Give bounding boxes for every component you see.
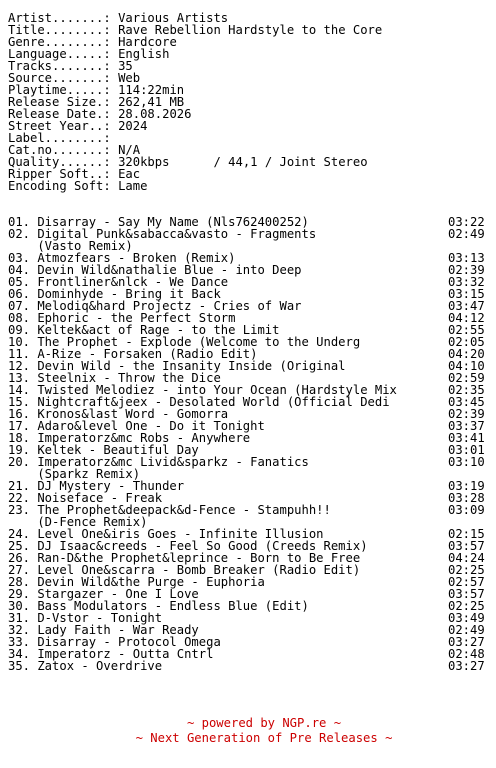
track-title: 31. D-Vstor - Tonight [8, 611, 163, 625]
track-title: 04. Devin Wild&nathalie Blue - into Deep [8, 263, 302, 277]
powered-by-text: ~ powered by NGP.re ~ [186, 716, 342, 730]
track-duration: 03:41 [448, 431, 485, 445]
info-value: Eac [118, 167, 141, 181]
track-duration: 02:48 [448, 647, 485, 661]
track-duration: 03:32 [448, 275, 485, 289]
track-duration: 02:49 [448, 227, 485, 241]
track-duration: 02:25 [448, 599, 485, 613]
info-value: Web [118, 71, 141, 85]
track-title: 07. Melodiq&hard Projectz - Cries of War [8, 299, 302, 313]
track-title: 08. Ephoric - the Perfect Storm [8, 311, 236, 325]
track-duration: 03:19 [448, 479, 485, 493]
info-label: Genre........: [8, 35, 111, 49]
info-label: Street Year..: [8, 119, 111, 133]
info-label: Artist.......: [8, 11, 111, 25]
info-label: Label........: [8, 131, 111, 145]
track-title: 16. Kronos&last Word - Gomorra [8, 407, 229, 421]
track-title: 14. Twisted Melodiez - into Your Ocean (Hardstyle Mix [8, 383, 397, 397]
info-value: 35 [118, 59, 133, 73]
info-label: Ripper Soft..: [8, 167, 111, 181]
track-title: 18. Imperatorz&mc Robs - Anywhere [8, 431, 251, 445]
info-value: Various Artists [118, 11, 229, 25]
track-duration: 03:28 [448, 491, 485, 505]
info-label: Playtime.....: [8, 83, 111, 97]
track-title-continuation: (Sparkz Remix) [8, 467, 141, 481]
info-value: N/A [118, 143, 141, 157]
track-duration: 03:57 [448, 587, 485, 601]
track-duration: 03:15 [448, 287, 485, 301]
track-duration: 03:13 [448, 251, 485, 265]
track-title: 19. Keltek - Beautiful Day [8, 443, 199, 457]
track-duration: 03:27 [448, 635, 485, 649]
track-duration: 03:09 [448, 503, 485, 517]
track-duration: 03:10 [448, 455, 485, 469]
info-value: 262,41 MB [118, 95, 185, 109]
info-row [8, 180, 147, 192]
track-duration: 02:35 [448, 383, 485, 397]
track-duration: 03:27 [448, 659, 485, 673]
track-title: 01. Disarray - Say My Name (Nls762400252) [8, 215, 309, 229]
info-label: Release Size.: [8, 95, 111, 109]
track-duration: 03:49 [448, 611, 485, 625]
track-title: 11. A-Rize - Forsaken (Radio Edit) [8, 347, 258, 361]
track-duration: 03:01 [448, 443, 485, 457]
info-label: Cat.no.......: [8, 143, 111, 157]
track-title: 06. Dominhyde - Bring it Back [8, 287, 221, 301]
track-title: 26. Ran-D&the Prophet&leprince - Born to Be Free [8, 551, 361, 565]
tagline-text: ~ Next Generation of Pre Releases ~ [135, 731, 393, 745]
track-duration: 02:59 [448, 371, 485, 385]
info-label: Title........: [8, 23, 111, 37]
track-duration: 03:47 [448, 299, 485, 313]
track-title: 32. Lady Faith - War Ready [8, 623, 199, 637]
track-title: 05. Frontliner&nlck - We Dance [8, 275, 229, 289]
track-title: 25. DJ Isaac&creeds - Feel So Good (Creeds Remix) [8, 539, 368, 553]
track-duration: 02:15 [448, 527, 485, 541]
track-title: 34. Imperatorz - Outta Cntrl [8, 647, 214, 661]
track-title: 30. Bass Modulators - Endless Blue (Edit) [8, 599, 309, 613]
info-value: 2024 [118, 119, 148, 133]
track-title: 17. Adaro&level One - Do it Tonight [8, 419, 265, 433]
track-duration: 02:39 [448, 263, 485, 277]
track-title: 12. Devin Wild - the Insanity Inside (Original [8, 359, 346, 373]
track-title: 29. Stargazer - One I Love [8, 587, 199, 601]
track-title: 21. DJ Mystery - Thunder [8, 479, 185, 493]
info-label: Encoding Soft: [8, 179, 111, 193]
track-duration: 03:37 [448, 419, 485, 433]
info-value: Hardcore [118, 35, 177, 49]
info-label: Release Date.: [8, 107, 111, 121]
track-title-continuation: (D-Fence Remix) [8, 515, 148, 529]
info-value: Rave Rebellion Hardstyle to the Core [118, 23, 383, 37]
info-value: English [118, 47, 170, 61]
info-label: Source.......: [8, 71, 111, 85]
track-duration: 03:57 [448, 539, 485, 553]
track-title: 10. The Prophet - Explode (Welcome to the Underg [8, 335, 361, 349]
info-label: Quality......: [8, 155, 111, 169]
track-duration: 02:55 [448, 323, 485, 337]
track-title: 03. Atmozfears - Broken (Remix) [8, 251, 236, 265]
track-duration: 03:45 [448, 395, 485, 409]
track-duration: 03:22 [448, 215, 485, 229]
track-title: 28. Devin Wild&the Purge - Euphoria [8, 575, 265, 589]
track-title: 20. Imperatorz&mc Livid&sparkz - Fanatics [8, 455, 309, 469]
track-title: 24. Level One&iris Goes - Infinite Illusion [8, 527, 324, 541]
track-duration: 02:39 [448, 407, 485, 421]
track-title: 23. The Prophet&deepack&d-Fence - Stampuhh!! [8, 503, 331, 517]
info-value: 114:22min [118, 83, 185, 97]
track-duration: 04:24 [448, 551, 485, 565]
track-title: 09. Keltek&act of Rage - to the Limit [8, 323, 280, 337]
info-value: 320kbps / 44,1 / Joint Stereo [118, 155, 368, 169]
track-title: 15. Nightcraft&jeex - Desolated World (Official Dedi [8, 395, 390, 409]
info-label: Language.....: [8, 47, 111, 61]
track-title-continuation: (Vasto Remix) [8, 239, 133, 253]
track-title: 02. Digital Punk&sabacca&vasto - Fragments [8, 227, 317, 241]
track-title: 33. Disarray - Protocol Omega [8, 635, 221, 649]
track-title: 27. Level One&scarra - Bomb Breaker (Radio Edit) [8, 563, 361, 577]
track-duration: 04:20 [448, 347, 485, 361]
track-title: 22. Noiseface - Freak [8, 491, 163, 505]
info-value: Lame [118, 179, 148, 193]
track-title: 35. Zatox - Overdrive [8, 659, 163, 673]
info-label: Tracks.......: [8, 59, 111, 73]
info-value: 28.08.2026 [118, 107, 192, 121]
track-duration: 04:12 [448, 311, 485, 325]
track-duration: 02:49 [448, 623, 485, 637]
track-duration: 02:05 [448, 335, 485, 349]
track-duration: 04:10 [448, 359, 485, 373]
track-duration: 02:25 [448, 563, 485, 577]
track-title: 13. Steelnix - Throw the Dice [8, 371, 221, 385]
track-duration: 02:57 [448, 575, 485, 589]
